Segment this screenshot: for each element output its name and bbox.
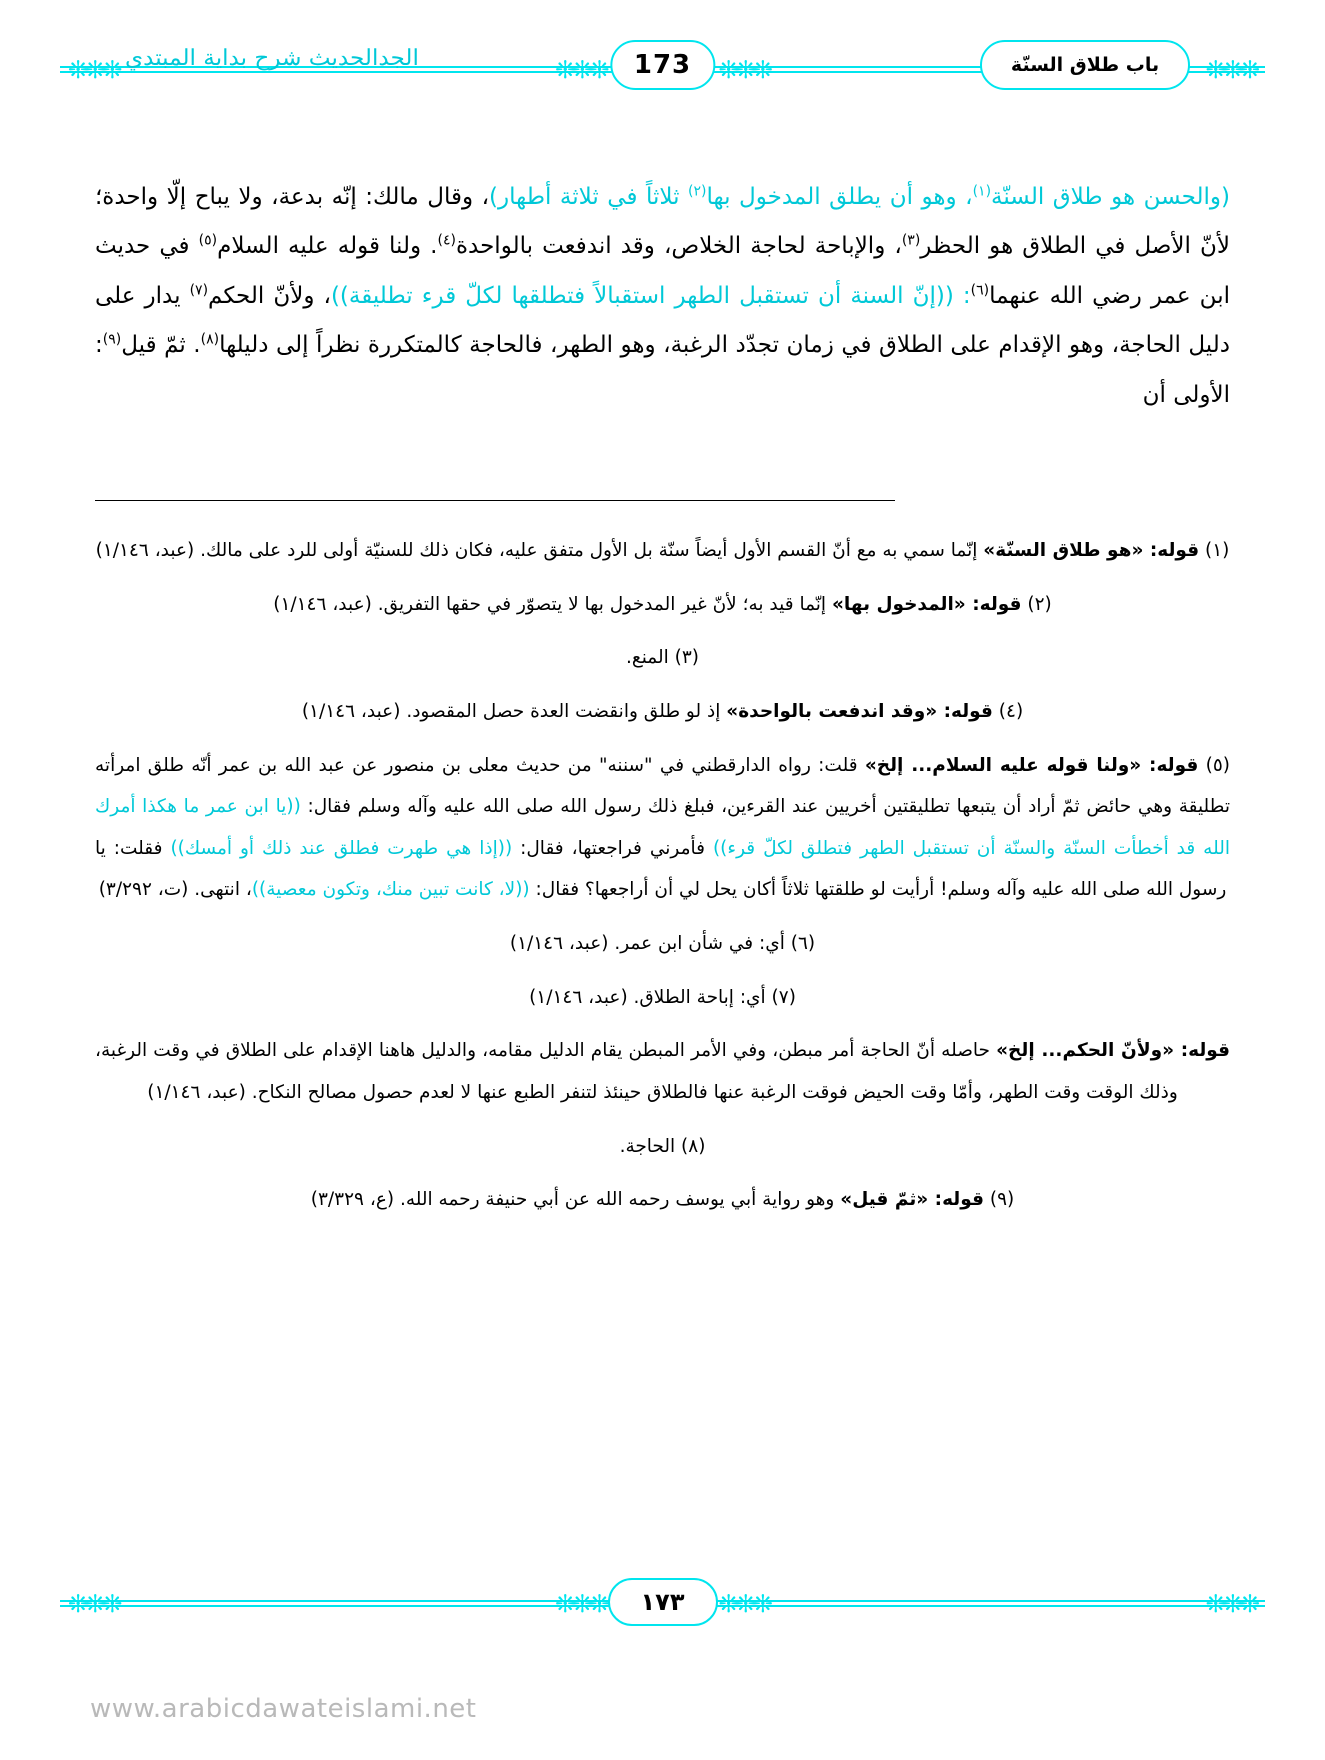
main-text-segment-17: (٨): [200, 331, 220, 348]
footnote-5-segment-4: فأمرني فراجعتها، فقال:: [512, 837, 713, 859]
footnote-2-segment-0: (٢): [1021, 593, 1052, 615]
footnote-5-segment-0: (٥): [1198, 754, 1230, 776]
footnote-1: [95, 530, 1230, 572]
footnote-5-segment-7: ((لا، كانت تبين منك، وتكون معصية)): [251, 879, 530, 901]
footnote-3: [95, 637, 1230, 679]
footnote-8: [95, 1126, 1230, 1168]
footer-ornament-center-right-icon: ❊❊❊: [555, 1590, 607, 1618]
footnote-4-segment-1: قوله: «وقد اندفعت بالواحدة»: [726, 700, 993, 722]
book-title-logo: الجدالحديث شرح بداية المبتدي: [125, 46, 419, 71]
main-text-segment-12: (٦): [970, 282, 990, 299]
ornament-center-right-icon: ❊❊❊: [555, 56, 607, 84]
footnote-5: [95, 745, 1230, 912]
footnote-4-segment-0: (٤): [992, 700, 1024, 722]
footnote-divider: [95, 500, 895, 501]
footnote-1-segment-0: (١): [1199, 540, 1230, 561]
footnote-7-segment-0: (٧) أي: إباحة الطلاق. (عبد، ١/١٤٦): [529, 986, 796, 1008]
main-text-segment-6: (٣): [901, 232, 921, 249]
main-text-segment-4: ثلاثاً في ثلاثة أطهار): [489, 184, 689, 210]
footnote-8a-segment-0: قوله: «ولأنّ الحكم... إلخ»: [996, 1040, 1231, 1062]
footnote-1-segment-2: إنّما سمي به مع أنّ القسم الأول أيضاً سنّة بل الأول متفق عليه، فكان ذلك للسنيّة أولى للرد على مالك. (عبد، ١/١٤٦): [95, 540, 984, 561]
footer-page-number-pill: [608, 1578, 718, 1626]
main-text-segment-18: . ثمّ قيل: [121, 332, 201, 359]
main-text-segment-3: (٢): [688, 183, 707, 200]
footnote-3-segment-0: (٣) المنع.: [625, 647, 700, 669]
ornament-right-icon: ❊❊❊: [1205, 56, 1257, 84]
footnote-5-segment-8: ، انتهى. (ت، ٣/٢٩٢): [98, 879, 252, 901]
footnote-9: [95, 1179, 1230, 1221]
footnote-9-segment-1: قوله: «ثمّ قيل»: [840, 1189, 984, 1211]
chapter-title-pill: [980, 40, 1190, 90]
main-paragraph: [95, 173, 1230, 420]
footnote-8a-segment-1: حاصله أنّ الحاجة أمر مبطن، وفي الأمر المبطن يقام الدليل مقامه، والدليل هاهنا الإقدام على الطلاق في وقت الرغبة، وذلك الوقت وقت الطهر، وأمّا وقت الحيض فوقت الرغبة عنها فالطلاق حينئذ لتنفر الطبع عنها لا لعدم حصول مصالح النكاح. (عبد، ١/١٤٦): [95, 1040, 1178, 1103]
footnote-7: [95, 977, 1230, 1019]
footer-ornament-right-icon: ❊❊❊: [1205, 1590, 1257, 1618]
main-text-segment-0: (والحسن هو طلاق السنّة: [991, 184, 1231, 210]
footnote-1-segment-1: قوله: «هو طلاق السنّة»: [983, 540, 1200, 561]
page-header: [60, 40, 1265, 94]
footnote-6: [95, 923, 1230, 965]
footer-ornament-left-icon: ❊❊❊: [68, 1590, 120, 1618]
footnote-2: [95, 584, 1230, 626]
footnote-8-segment-0: (٨) الحاجة.: [619, 1135, 706, 1157]
footnote-8a: [95, 1030, 1230, 1113]
chapter-title: باب طلاق السنّة: [1010, 54, 1160, 76]
page-footer: [60, 1580, 1265, 1628]
main-text-segment-15: (٧): [189, 282, 209, 299]
footnote-2-segment-2: إنّما قيد به؛ لأنّ غير المدخول بها لا يتصوّر في حقها التفريق. (عبد، ١/١٤٦): [273, 593, 832, 615]
main-body-text: [95, 150, 1230, 443]
ornament-center-left-icon: ❊❊❊: [718, 56, 770, 84]
ornament-left-icon: ❊❊❊: [68, 56, 120, 84]
footnote-4-segment-2: إذ لو طلق وانقضت العدة حصل المقصود. (عبد، ١/١٤٦): [301, 700, 727, 722]
footer-ornament-center-left-icon: ❊❊❊: [718, 1590, 770, 1618]
footnote-4: [95, 691, 1230, 733]
main-text-segment-7: ، والإباحة لحاجة الخلاص، وقد اندفعت بالواحدة: [455, 233, 902, 260]
main-text-segment-14: ، ولأنّ الحكم: [208, 282, 331, 309]
main-text-segment-2: ، وهو أن يطلق المدخول بها: [706, 184, 973, 210]
main-text-segment-19: (٩): [102, 331, 122, 348]
main-text-segment-11: في حديث ابن عمر رضي الله عنهما: [95, 233, 1230, 309]
footnote-5-segment-2: قلت: رواه الدارقطني في "سننه" من حديث معلى بن منصور عن عبد الله بن عمر أنّه طلق امرأته تطليقة وهي حائض ثمّ أراد أن يتبعها تطليقتين أخريين عند القرءين، فبلغ ذلك رسول الله صلى الله عليه وآله وسلم فقال:: [95, 754, 1230, 818]
footnote-9-segment-2: وهو رواية أبي يوسف رحمه الله عن أبي حنيفة رحمه الله. (ع، ٣/٣٢٩): [310, 1189, 841, 1211]
main-text-segment-9: . ولنا قوله عليه السلام: [217, 233, 438, 260]
footer-page-number: ١٧٣: [640, 1588, 685, 1616]
main-text-segment-5: ، وقال مالك: إنّه بدعة، ولا يباح إلّا واحدة؛ لأنّ الأصل في الطلاق هو الحظر: [95, 184, 1230, 260]
main-text-segment-10: (٥): [198, 232, 218, 249]
header-page-number-pill: [610, 40, 715, 90]
footnotes-section: [95, 530, 1230, 1233]
main-text-segment-8: (٤): [437, 232, 456, 249]
footnote-6-segment-0: (٦) أي: في شأن ابن عمر. (عبد، ١/١٤٦): [509, 933, 816, 954]
watermark-url: www.arabicdawateislami.net: [90, 1694, 477, 1724]
footnote-9-segment-0: (٩): [983, 1189, 1015, 1211]
footnote-5-segment-3: ((يا ابن عمر ما هكذا أمرك الله قد أخطأت السنّة والسنّة أن تستقبل الطهر فتطلق لكلّ قرء)): [95, 796, 1230, 859]
header-page-number: 173: [633, 50, 692, 80]
main-text-segment-13: : ((إنّ السنة أن تستقبل الطهر استقبالاً فتطلقها لكلّ قرء تطليقة)): [330, 282, 971, 309]
main-text-segment-16: يدار على دليل الحاجة، وهو الإقدام على الطلاق في زمان تجدّد الرغبة، وهو الطهر، فالحاجة كالمتكررة نظراً إلى دليلها: [95, 282, 1230, 359]
footnote-5-segment-1: قوله: «ولنا قوله عليه السلام... إلخ»: [864, 754, 1199, 776]
main-text-segment-20: : الأولى أن: [95, 332, 1230, 408]
footnote-5-segment-5: ((إذا هي طهرت فطلق عند ذلك أو أمسك)): [170, 837, 513, 859]
footnote-5-segment-6: فقلت: يا رسول الله صلى الله عليه وآله وسلم! أرأيت لو طلقتها ثلاثاً أكان يحل لي أن أراجعها؟ فقال:: [95, 837, 1227, 901]
footnote-2-segment-1: قوله: «المدخول بها»: [831, 593, 1022, 615]
main-text-segment-1: (١): [972, 183, 992, 200]
